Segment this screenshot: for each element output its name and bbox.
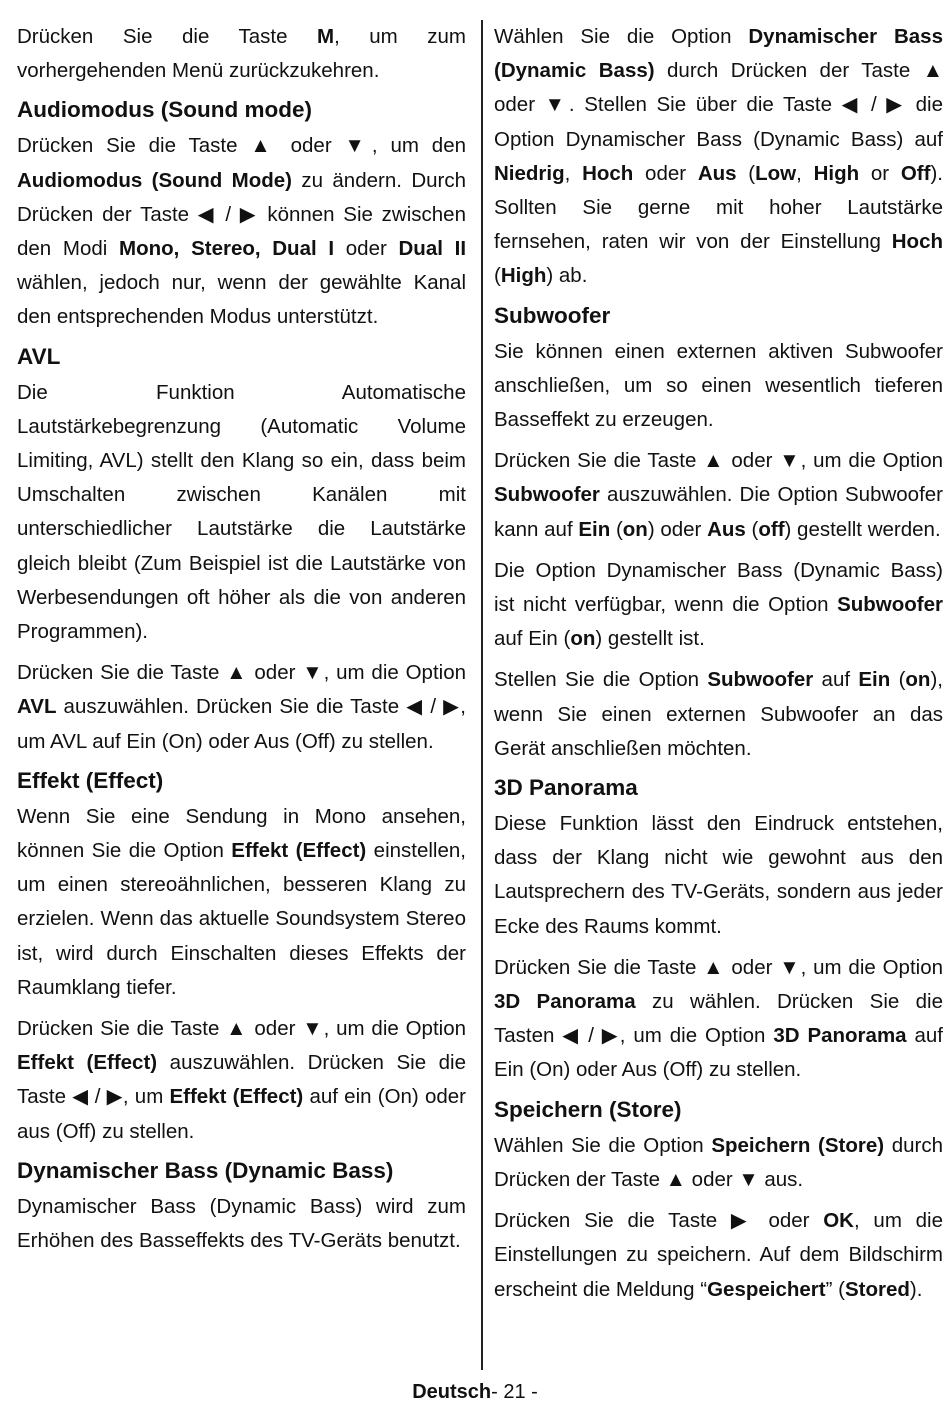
3d-panorama-paragraph-1: Diese Funktion lässt den Eindruck entstehen, dass der Klang nicht wie gewohnt aus den Lautsprechern des TV-Geräts, sondern aus jeder Ecke des Raums kommt. bbox=[494, 812, 943, 938]
footer-language: Deutsch bbox=[412, 1381, 492, 1403]
subwoofer-paragraph-2: Drücken Sie die Taste ▲ oder ▼, um die Option Subwoofer auszuwählen. Die Option Subwoofer kann auf Ein (on) oder Aus (off) gestellt werden. bbox=[494, 449, 943, 541]
avl-paragraph-1: Die Funktion Automatische Lautstärkebegrenzung (Automatic Volume Limiting, AVL) stellt den Klang so ein, dass beim Umschalten zwischen Kanälen mit unterschiedlicher Lautstärke die Lautstärke gleich bleibt (Zum Beispiel ist die Lautstärke von Werbesendungen oft höher als die von anderen Programmen). bbox=[17, 380, 466, 644]
store-heading: Speichern (Store) bbox=[494, 1096, 682, 1122]
dynamic-bass-paragraph: Dynamischer Bass (Dynamic Bass) wird zum Erhöhen des Basseffekts des TV-Geräts benutzt. bbox=[17, 1194, 466, 1253]
avl-heading: AVL bbox=[17, 343, 61, 369]
subwoofer-paragraph-1: Sie können einen externen aktiven Subwoofer anschließen, um so einen wesentlich tieferen Basseffekt zu erzeugen. bbox=[494, 339, 943, 432]
subwoofer-heading: Subwoofer bbox=[494, 302, 611, 328]
store-paragraph-1: Wählen Sie die Option Speichern (Store) durch Drücken der Taste ▲ oder ▼ aus. bbox=[494, 1133, 943, 1191]
3d-panorama-heading: 3D Panorama bbox=[494, 775, 638, 801]
store-paragraph-2: Drücken Sie die Taste ▶ oder OK, um die Einstellungen zu speichern. Auf dem Bildschirm erscheint die Meldung “Gespeichert” (Stored). bbox=[494, 1209, 943, 1301]
column-divider bbox=[481, 20, 483, 1370]
page-footer bbox=[0, 1378, 950, 1406]
left-column bbox=[17, 20, 466, 1265]
avl-paragraph-2: Drücken Sie die Taste ▲ oder ▼, um die Option AVL auszuwählen. Drücken Sie die Taste ◀ / ▶, um AVL auf Ein (On) oder Aus (Off) zu stellen. bbox=[17, 661, 466, 753]
intro-paragraph: Drücken Sie die Taste M, um zum vorhergehenden Menü zurückzukehren. bbox=[17, 25, 467, 83]
dynamic-bass-paragraph-2: Wählen Sie die Option Dynamischer Bass (Dynamic Bass) durch Drücken der Taste ▲ oder ▼. Stellen Sie über die Taste ◀ / ▶ die Option Dynamischer Bass (Dynamic Bass) auf Niedrig, Hoch oder Aus (Low, High or Off). Sollten Sie gerne mit hoher Lautstärke fernsehen, raten wir von der Einstellung Hoch (High) ab. bbox=[494, 25, 944, 288]
effect-heading: Effekt (Effect) bbox=[17, 767, 164, 793]
3d-panorama-paragraph-2: Drücken Sie die Taste ▲ oder ▼, um die Option 3D Panorama zu wählen. Drücken Sie die Tasten ◀ / ▶, um die Option 3D Panorama auf Ein (On) oder Aus (Off) zu stellen. bbox=[494, 955, 943, 1082]
sound-mode-heading: Audiomodus (Sound mode) bbox=[17, 97, 312, 123]
footer-page-number: - 21 - bbox=[491, 1381, 538, 1403]
dynamic-bass-heading: Dynamischer Bass (Dynamic Bass) bbox=[17, 1157, 394, 1183]
effect-paragraph-2: Drücken Sie die Taste ▲ oder ▼, um die Option Effekt (Effect) auszuwählen. Drücken Sie die Taste ◀ / ▶, um Effekt (Effect) auf ein (On) oder aus (Off) zu stellen. bbox=[17, 1017, 467, 1143]
subwoofer-paragraph-3: Die Option Dynamischer Bass (Dynamic Bass) ist nicht verfügbar, wenn die Option Subwoofer auf Ein (on) gestellt ist. bbox=[494, 558, 943, 651]
effect-paragraph-1: Wenn Sie eine Sendung in Mono ansehen, können Sie die Option Effekt (Effect) einstellen, um einen stereoähnlichen, besseren Klang zu erzielen. Wenn das aktuelle Soundsystem Stereo ist, wird durch Einschalten dieses Effekts der Raumklang tiefer. bbox=[17, 804, 466, 999]
sound-mode-paragraph: Drücken Sie die Taste ▲ oder ▼, um den Audiomodus (Sound Mode) zu ändern. Durch Drücken der Taste ◀ / ▶ können Sie zwischen den Modi Mono, Stereo, Dual I oder Dual II wählen, jedoch nur, wenn der gewählte Kanal den entsprechenden Modus unterstützt. bbox=[17, 134, 467, 329]
right-column bbox=[494, 20, 943, 1314]
subwoofer-paragraph-4: Stellen Sie die Option Subwoofer auf Ein (on), wenn Sie einen externen Subwoofer an das Gerät anschließen möchten. bbox=[494, 668, 943, 760]
